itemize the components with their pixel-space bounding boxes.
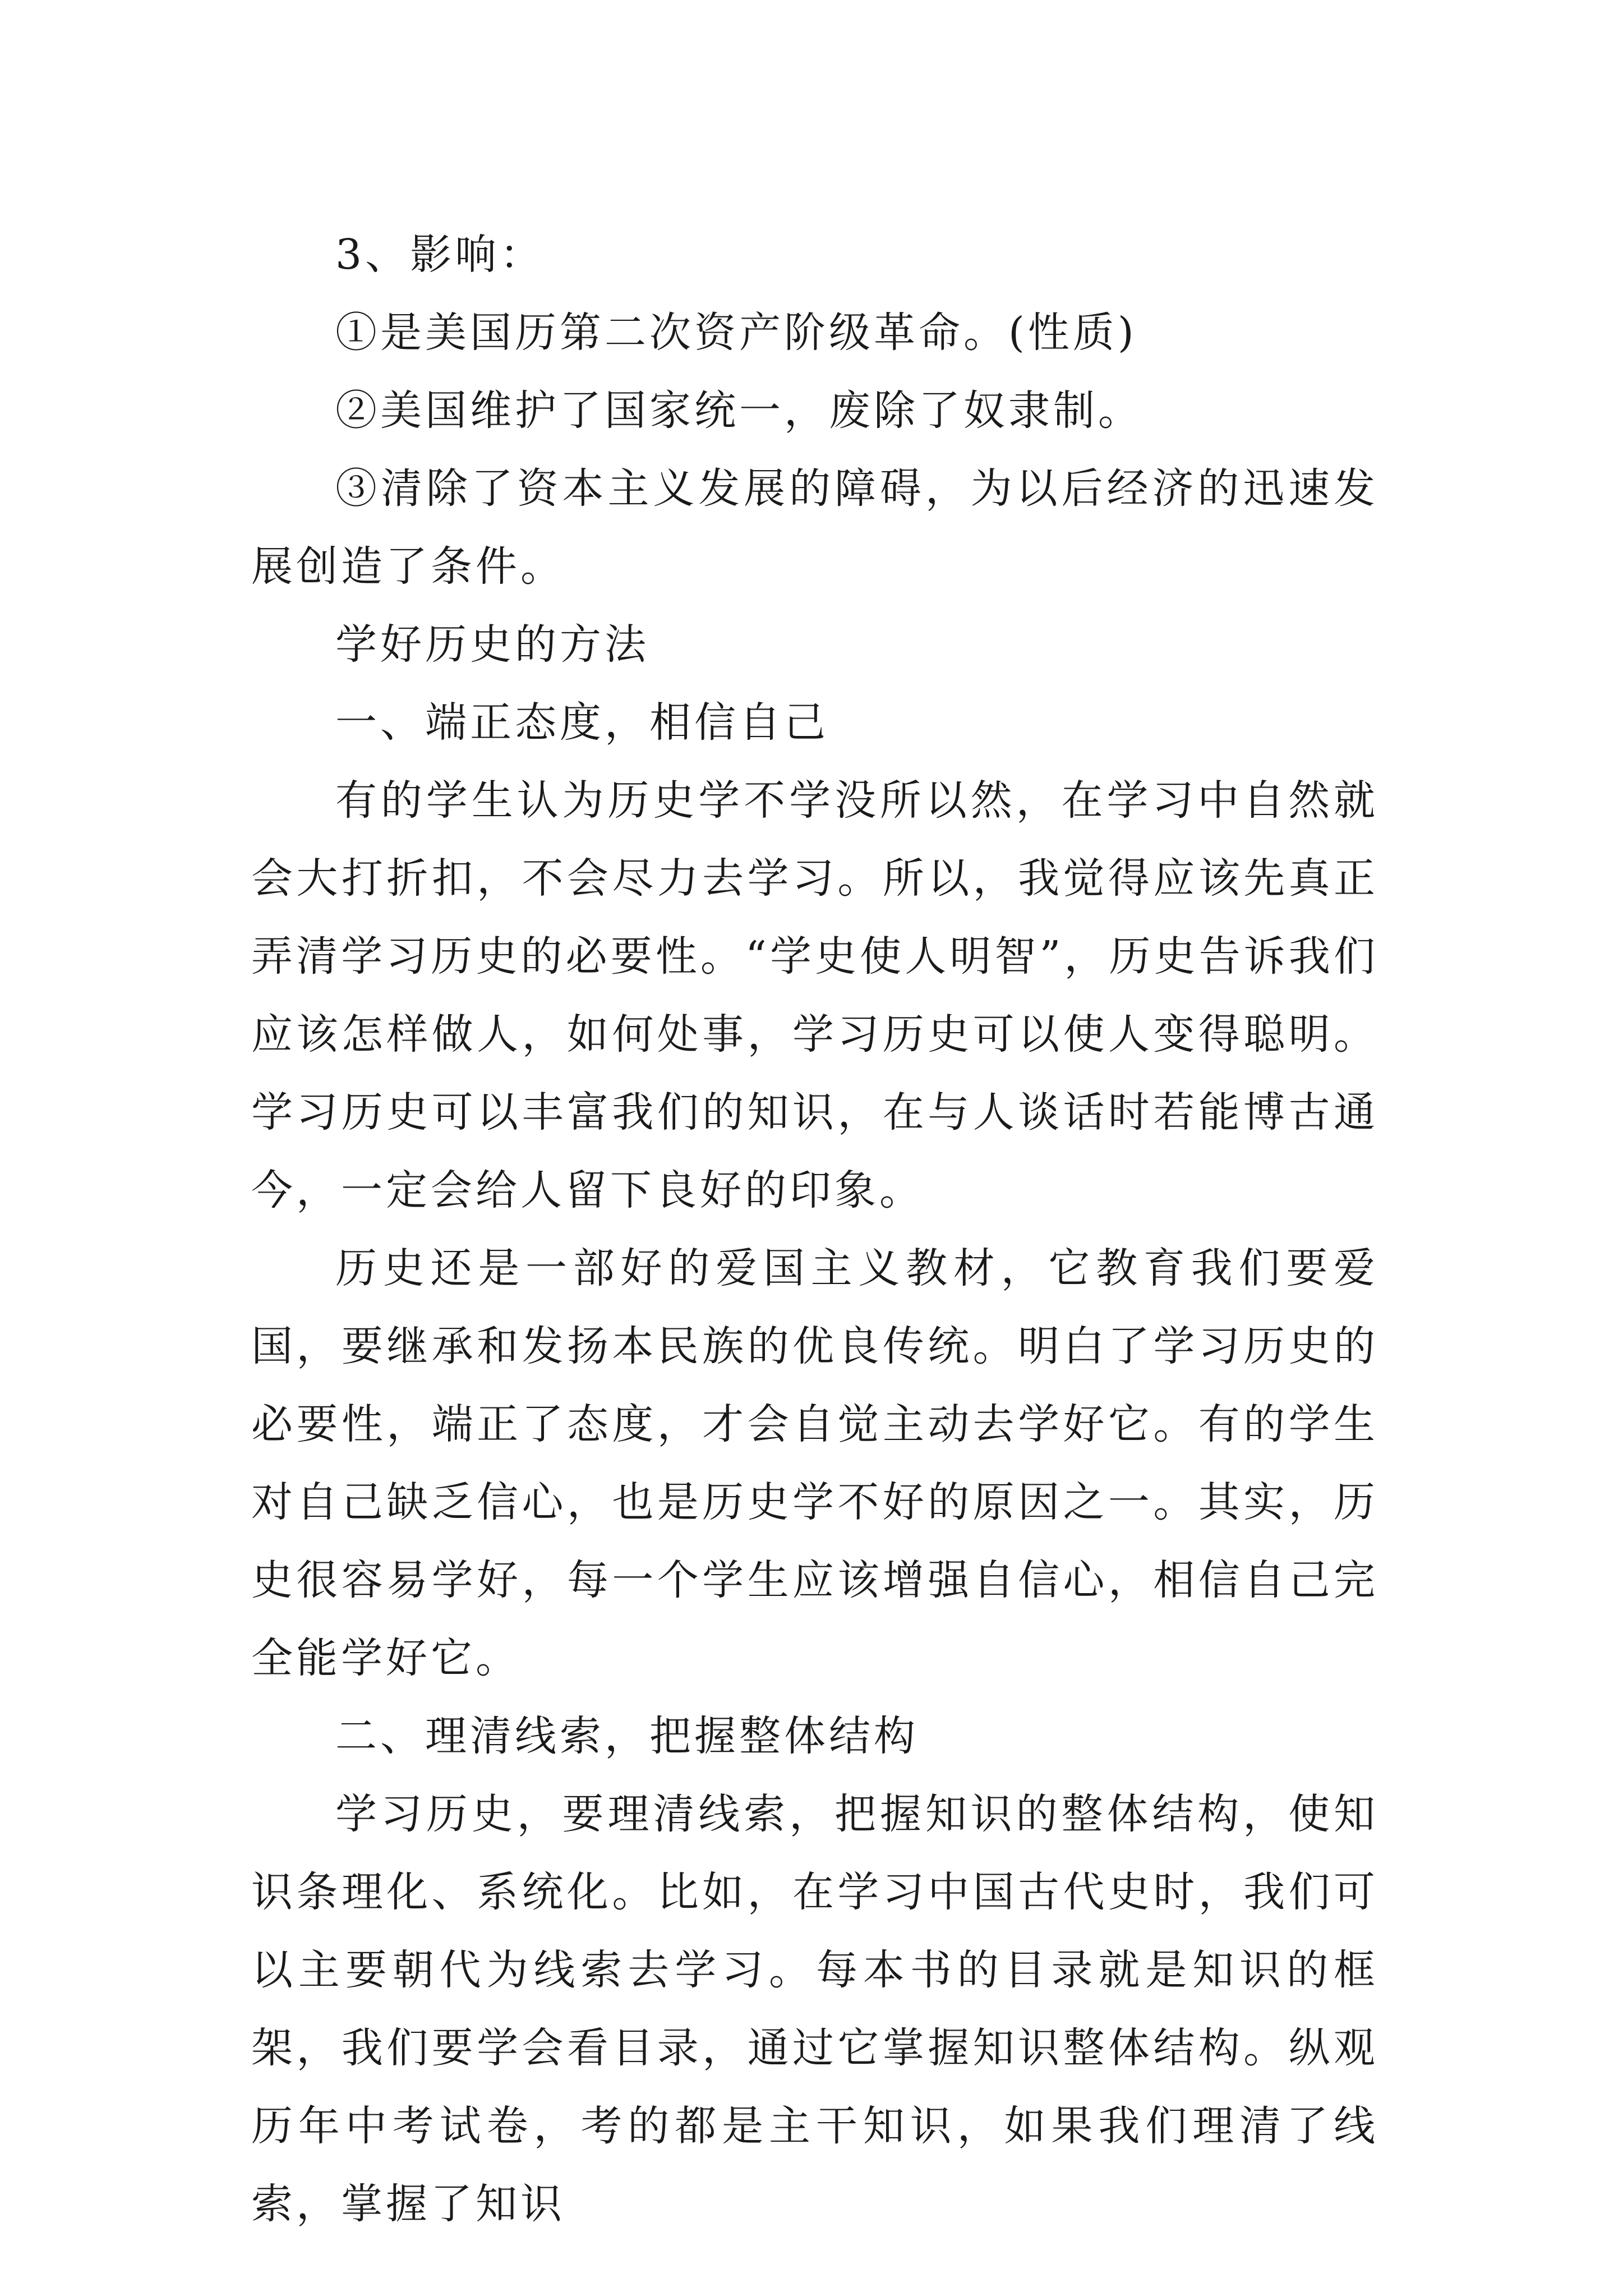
impact-item-2: ②美国维护了国家统一，废除了奴隶制。	[335, 386, 1143, 435]
document-body	[251, 216, 1378, 2243]
impact-item-1: ①是美国历第二次资产阶级革命。(性质)	[335, 309, 1137, 357]
impact-item-3: ③清除了资本主义发展的障碍，为以后经济的迅速发展创造了条件。	[251, 464, 1378, 591]
section-title-study-methods: 学好历史的方法	[335, 620, 649, 669]
paragraph-method-2-a: 学习历史，要理清线索，把握知识的整体结构，使知识条理化、系统化。比如，在学习中国古代史时，我们可以主要朝代为线索去学习。每本书的目录就是知识的框架，我们要学会看目录，通过它掌握知识整体结构。纵观历年中考试卷，考的都是主干知识，如果我们理清了线索，掌握了知识	[251, 1790, 1378, 2228]
method-heading-2: 二、理清线索，把握整体结构	[335, 1712, 919, 1760]
paragraph-method-1-a: 有的学生认为历史学不学没所以然，在学习中自然就会大打折扣，不会尽力去学习。所以，我觉得应该先真正弄清学习历史的必要性。“学史使人明智”，历史告诉我们应该怎样做人，如何处事，学习历史可以使人变得聪明。学习历史可以丰富我们的知识，在与人谈话时若能博古通今，一定会给人留下良好的印象。	[251, 776, 1378, 1214]
section-heading-impact: 3、影响：	[335, 231, 545, 279]
method-heading-1: 一、端正态度，相信自己	[335, 698, 829, 747]
paragraph-method-1-b: 历史还是一部好的爱国主义教材，它教育我们要爱国，要继承和发扬本民族的优良传统。明白了学习历史的必要性，端正了态度，才会自觉主动去学好它。有的学生对自己缺乏信心，也是历史学不好的原因之一。其实，历史很容易学好，每一个学生应该增强自信心，相信自己完全能学好它。	[251, 1244, 1378, 1682]
